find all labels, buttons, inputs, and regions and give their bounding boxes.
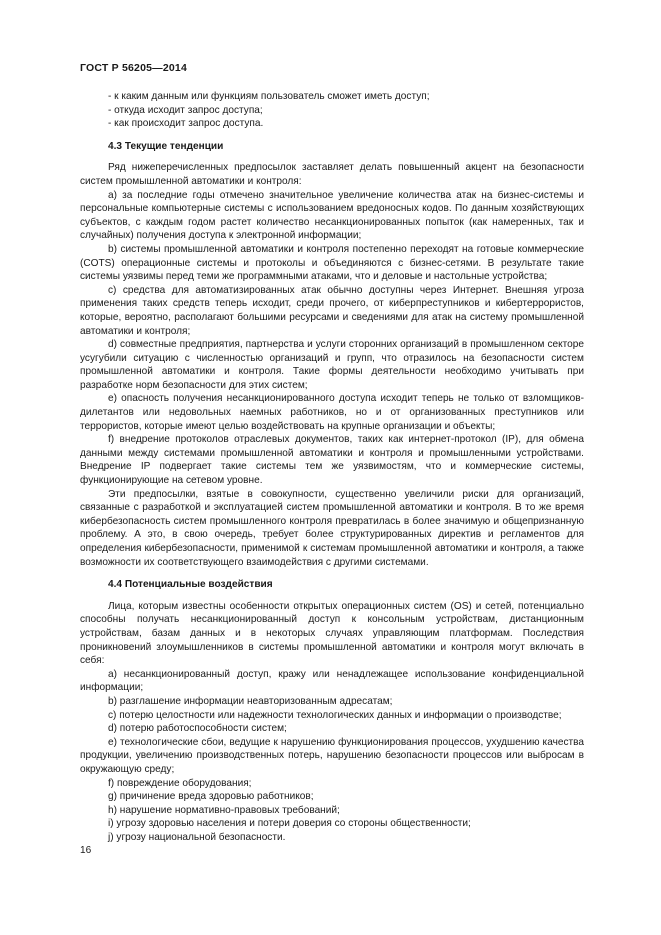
section-4-4-list-item: c) потерю целостности или надежности технологических данных и информации о производстве; (108, 709, 562, 721)
section-4-4-list-item: a) несанкционированный доступ, кражу или ненадлежащее использование конфиденциальной информации; (80, 668, 584, 694)
section-4-4-list-item: b) разглашение информации неавторизованным адресатам; (108, 695, 393, 707)
intro-list-item: - как происходит запрос доступа. (108, 118, 264, 130)
document-id-header: ГОСТ Р 56205—2014 (80, 62, 188, 74)
section-4-4-list-item: f) повреждение оборудования; (108, 777, 252, 789)
intro-list-item: - к каким данным или функциям пользователь сможет иметь доступ; (108, 91, 430, 102)
section-4-4-list-item: i) угрозу здоровью населения и потери доверия со стороны общественности; (108, 818, 471, 830)
section-4-4-list-item: h) нарушение нормативно-правовых требований; (108, 804, 340, 816)
section-4-4-list-item: j) угрозу национальной безопасности. (108, 831, 286, 843)
intro-list-item: - откуда исходит запрос доступа; (108, 104, 263, 116)
page-body (80, 90, 584, 844)
section-4-4-list-item: e) технологические сбои, ведущие к нарушению функционирования процессов, ухудшению качества продукции, увеличению производственных потерь, нарушению безопасности процессов или выбросам в окружающую среду; (80, 736, 584, 775)
section-4-3-paragraph: b) системы промышленной автоматики и контроля постепенно переходят на готовые коммерческие (COTS) операционные системы и протоколы и объединяются с бизнес-сетями. В результате такие системы уязвимы перед теми же программными атаками, что и деловые и настольные устройства; (80, 243, 584, 283)
section-4-3-paragraph: Ряд нижеперечисленных предпосылок заставляет делать повышенный акцент на безопасности систем промышленной автоматики и контроля: (80, 162, 584, 187)
section-4-4-paragraph: Лица, которым известны особенности открытых операционных систем (OS) и сетей, потенциально способны получать несанкционированный доступ к консольным устройствам, дистанционным устройствам, базам данных и в некоторых случаях управляющим платформам. Последствия проникновений злоумышленников в системы промышленной автоматики и контроля могут включать в себя: (80, 600, 584, 667)
section-4-3-paragraph: f) внедрение протоколов отраслевых документов, таких как интернет-протокол (IP), для обмена данными между системами промышленной автоматики и контроля и промышленными устройствами. Внедрение IP подвергает такие системы тем же уязвимостям, что и коммерческие системы, функционирующие на сетевом уровне. (80, 434, 584, 487)
section-4-4-title: 4.4 Потенциальные воздействия (108, 579, 273, 591)
section-4-3-paragraph: Эти предпосылки, взятые в совокупности, существенно увеличили риски для организаций, связанные с разработкой и эксплуатацией систем промышленной автоматики и контроля. В то же время кибербезопасность систем промышленного контроля превратилась в более значимую и общепризнанную проблему. А это, в свою очередь, требует более структурированных директив и регламентов для определения кибербезопасности, применимой к системам промышленной автоматики и контроля, а также возможности их соответствующего взаимодействия с другими системами. (80, 488, 584, 568)
section-4-3-paragraph: d) совместные предприятия, партнерства и услуги сторонних организаций в промышленном секторе усугубили ситуацию с численностью организаций и групп, что отразилось на безопасности систем промышленной автоматики и контроля. Такие формы деятельности необходимо учитывать при разработке норм безопасности для этих систем; (80, 339, 584, 391)
section-4-4-list-item: d) потерю работоспособности систем; (108, 723, 287, 735)
section-4-3-paragraph: a) за последние годы отмечено значительное увеличение количества атак на бизнес-системы и персональные компьютерные системы с использованием вредоносных кодов. По данным хозяйствующих субъектов, с каждым годом растет количество несанкционированных попыток (как намеренных, так и случайных) получения доступа к электронной информации; (80, 189, 584, 242)
page-number: 16 (80, 845, 92, 856)
section-4-4-list-item: g) причинение вреда здоровью работников; (108, 791, 314, 803)
section-4-3-title: 4.3 Текущие тенденции (108, 140, 224, 152)
section-4-3-paragraph: c) средства для автоматизированных атак обычно доступны через Интернет. Внешняя угроза применения таких средств теперь исходит, среди прочего, от киберпреступников и кибертеррористов, которые, вероятно, располагают большими ресурсами и сведениями для атак на систему промышленной автоматики и контроля; (80, 284, 584, 337)
section-4-3-paragraph: e) опасность получения несанкционированного доступа исходит теперь не только от взломщиков-дилетантов или недовольных наемных работников, но и от организованных преступников или террористов, которые имеют целью воздействовать на крупные организации и объекты; (80, 393, 584, 432)
